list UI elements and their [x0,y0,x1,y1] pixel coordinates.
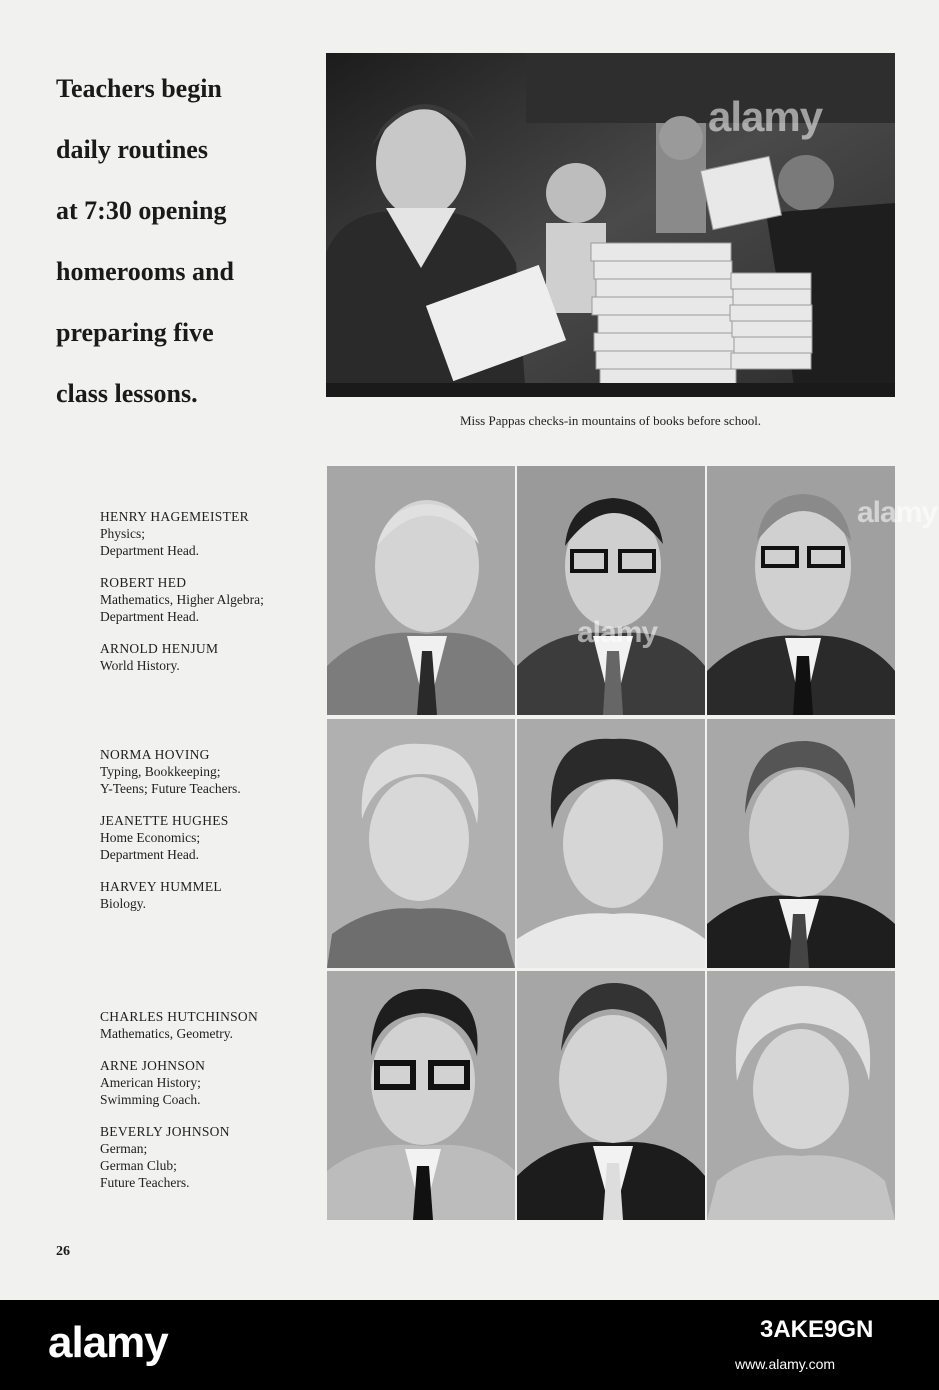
teacher-subject: Department Head. [100,609,199,624]
teacher-subject: German; [100,1141,148,1156]
teacher-entry [100,812,320,863]
teacher-subject: Swimming Coach. [100,1092,201,1107]
footer-url: www.alamy.com [735,1356,836,1372]
teacher-name: ARNOLD HENJUM [100,641,219,656]
main-photo-illustration [326,53,895,397]
teacher-subject: German Club; [100,1158,177,1173]
portrait-illustration [707,719,895,968]
headline-line: Teachers begin [56,74,222,103]
teacher-name: ARNE JOHNSON [100,1058,206,1073]
portrait-norma-hoving [327,719,515,968]
portrait-illustration [517,971,705,1220]
portrait-arnold-henjum [707,466,938,715]
teacher-subject: Mathematics, Geometry. [100,1026,233,1041]
teacher-entry [100,508,320,559]
teacher-list-3 [100,1008,320,1206]
portrait-illustration [707,971,895,1220]
teacher-entry [100,1057,320,1108]
portrait-illustration [517,719,705,968]
headline-line: daily routines [56,135,208,164]
portrait-beverly-johnson [707,971,895,1220]
portrait-illustration [707,466,895,715]
teacher-entry [100,574,320,625]
portrait-henry-hagemeister [327,466,515,715]
teacher-subject: Mathematics, Higher Algebra; [100,592,264,607]
teacher-subject: Biology. [100,896,147,911]
portrait-illustration [517,466,705,715]
portrait-arne-johnson [517,971,705,1220]
teacher-subject: Home Economics; [100,830,201,845]
teacher-subject: Y-Teens; Future Teachers. [100,781,241,796]
teacher-subject: Typing, Bookkeeping; [100,764,221,779]
teacher-entry [100,878,320,912]
teacher-entry [100,640,320,674]
portrait-harvey-hummel [707,719,895,968]
teacher-subject: American History; [100,1075,201,1090]
teacher-entry [100,1123,320,1191]
teacher-name: NORMA HOVING [100,747,210,762]
headline-line: preparing five [56,318,214,347]
teacher-subject: World History. [100,658,180,673]
teacher-name: JEANETTE HUGHES [100,813,229,828]
portrait-illustration [327,466,515,715]
headline-line: at 7:30 opening [56,196,227,225]
portrait-illustration [327,719,515,968]
teacher-list-1 [100,508,320,689]
teacher-name: CHARLES HUTCHINSON [100,1009,259,1024]
teacher-name: BEVERLY JOHNSON [100,1124,230,1139]
footer-brand-logo: alamy [48,1318,168,1367]
teacher-subject: Department Head. [100,543,199,558]
teacher-subject: Department Head. [100,847,199,862]
teacher-subject: Physics; [100,526,146,541]
teacher-entry [100,746,320,797]
headline [56,58,306,424]
teacher-name: ROBERT HED [100,575,187,590]
watermark: alamy [708,93,823,140]
photo-caption: Miss Pappas checks-in mountains of books before school. [459,413,762,428]
portrait-charles-hutchinson [327,971,515,1220]
teacher-name: HARVEY HUMMEL [100,879,222,894]
teacher-list-2 [100,746,320,927]
main-photo [326,53,895,397]
teacher-subject: Future Teachers. [100,1175,190,1190]
teacher-entry [100,1008,320,1042]
headline-line: class lessons. [56,379,198,408]
watermark: alamy [577,616,658,649]
page-number: 26 [56,1244,70,1259]
footer-image-id: 3AKE9GN [760,1316,874,1343]
watermark: alamy [857,496,938,529]
portrait-robert-hed [517,466,705,715]
teacher-name: HENRY HAGEMEISTER [100,509,249,524]
headline-line: homerooms and [56,257,234,286]
portrait-jeanette-hughes [517,719,705,968]
portrait-illustration [327,971,515,1220]
